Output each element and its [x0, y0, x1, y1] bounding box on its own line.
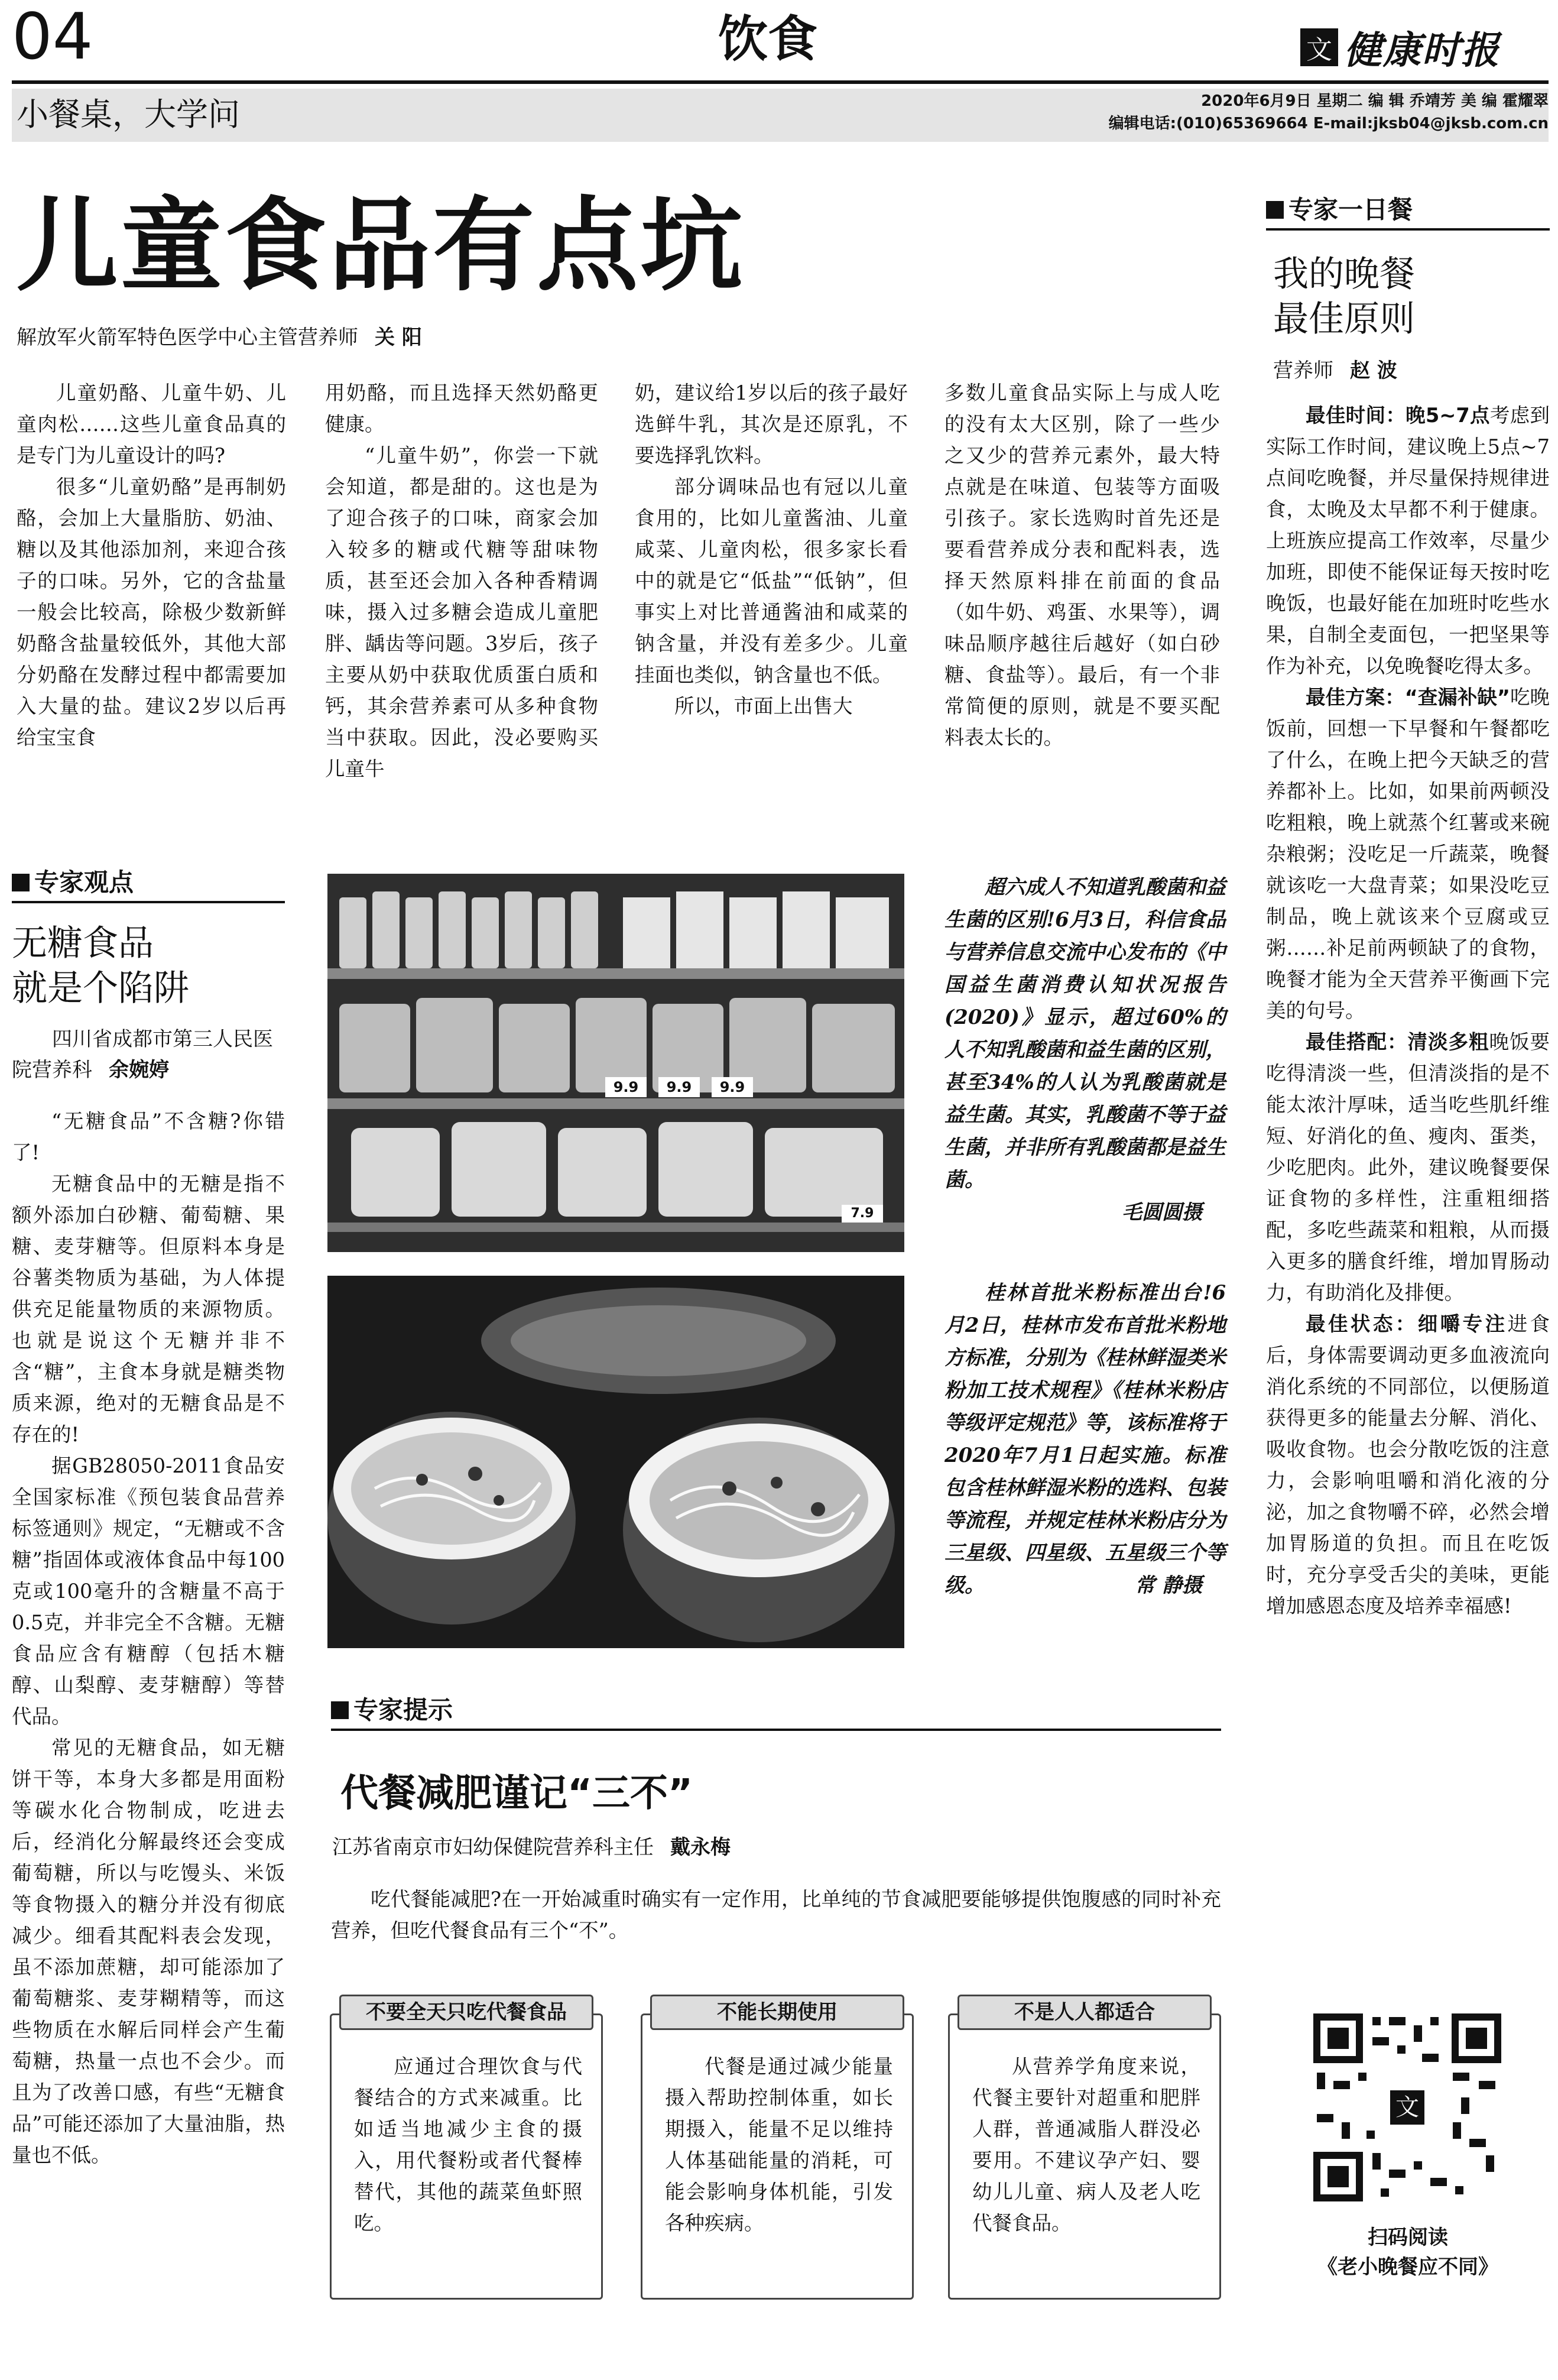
issue-contact: 编辑电话:(010)65369664 E-mail:jksb04@jksb.com.cn	[1108, 115, 1549, 132]
qr-logo-icon: 文	[1395, 2094, 1419, 2121]
tip-box-3	[948, 2013, 1221, 2300]
main-byline	[17, 324, 422, 351]
expert-day-section	[1266, 195, 1550, 1622]
expert-day-para	[1266, 1026, 1550, 1308]
expert-view-label-text: 专家观点	[34, 868, 134, 897]
expert-day-para	[1266, 1308, 1550, 1622]
tip-box-text: 代餐是通过减少能量摄入帮助控制体重，如长期摄入，能量不足以维持人体基础能量的消耗，可能会影响身体机能，引发各种疾病。	[665, 2055, 893, 2235]
expert-day-title-line: 最佳原则	[1273, 299, 1415, 340]
tip-box-label: 不能长期使用	[650, 1995, 904, 2030]
main-article-col1	[17, 377, 286, 753]
tip-box-2	[641, 2013, 914, 2300]
expert-view-para: “无糖食品”不含糖?你错了!	[12, 1110, 285, 1164]
expert-view-title	[12, 921, 285, 1011]
expert-tip-author: 戴永梅	[670, 1836, 731, 1859]
supermarket-shelf-photo	[327, 874, 904, 1252]
main-byline-org: 解放军火箭军特色医学中心主管营养师	[17, 326, 358, 349]
expert-day-text: 进食后，身体需要调动更多血液流向消化系统的不同部位，以便肠道获得更多的能量去分解、消化、吸收食物。也会分散吃饭的注意力，会影响咀嚼和消化液的分泌，加之食物嚼不碎，必然会增加胃肠道的负担。而且在吃饭时，充分享受舌尖的美味，更能增加感恩态度及培养幸福感!	[1266, 1312, 1550, 1617]
qr-caption-line: 《老小晚餐应不同》	[1317, 2255, 1498, 2279]
main-article-col3	[635, 377, 908, 722]
expert-tip-title: 代餐减肥谨记“三不”	[340, 1772, 693, 1815]
main-col1-para: 儿童奶酪、儿童牛奶、儿童肉松……这些儿童食品真的是专门为儿童设计的吗?	[17, 381, 286, 467]
expert-day-body	[1266, 400, 1550, 1622]
shelf-photo-graphic	[327, 874, 904, 1252]
expert-day-lead: 最佳状态：细嚼专注	[1306, 1312, 1508, 1335]
expert-tip-label	[331, 1695, 1221, 1725]
expert-day-lead: 最佳搭配：清淡多粗	[1306, 1030, 1489, 1053]
main-article-col2	[325, 377, 598, 784]
section-title: 饮食	[718, 10, 818, 68]
expert-day-rule	[1266, 228, 1550, 231]
main-col3-para: 奶，建议给1岁以后的孩子最好选鲜牛乳，其次是还原乳，不要选择乳饮料。	[635, 381, 908, 467]
main-col2-para: 用奶酪，而且选择天然奶酪更健康。	[325, 381, 598, 436]
tip-box-1	[330, 2013, 603, 2300]
expert-view-body	[12, 1105, 285, 2171]
expert-day-byline	[1273, 357, 1550, 384]
expert-tip-rule	[331, 1729, 1221, 1731]
expert-day-title	[1273, 252, 1550, 342]
expert-view-rule	[12, 901, 285, 903]
noodle-photo-graphic	[327, 1276, 904, 1648]
expert-day-author: 赵 波	[1350, 359, 1397, 382]
news-probiotics	[944, 871, 1226, 1229]
expert-view-org: 四川省成都市第三人民医院营养科	[12, 1027, 273, 1082]
main-col3-para: 部分调味品也有冠以儿童食用的，比如儿童酱油、儿童咸菜、儿童肉松，很多家长看中的就是它“低盐”“低钠”，但事实上对比普通酱油和咸菜的钠含量，并没有差多少。儿童挂面也类似，钠含量也不低。	[635, 475, 908, 686]
issue-info	[1005, 90, 1549, 135]
price-tag: 9.9	[666, 1079, 692, 1095]
expert-view-byline	[12, 1024, 285, 1085]
header-rule	[12, 80, 1549, 84]
expert-view-section	[12, 868, 285, 2171]
news-guilin-noodles	[944, 1277, 1226, 1602]
qr-caption-line: 扫码阅读	[1368, 2226, 1448, 2249]
square-bullet-icon	[1266, 201, 1284, 219]
square-bullet-icon	[12, 874, 30, 891]
main-article-col4	[944, 377, 1220, 753]
tip-box-label: 不是人人都适合	[957, 1995, 1212, 2030]
square-bullet-icon	[331, 1701, 349, 1719]
expert-day-role: 营养师	[1273, 359, 1333, 382]
rice-noodle-photo	[327, 1276, 904, 1648]
expert-day-label	[1266, 195, 1550, 225]
qr-code[interactable]	[1313, 2013, 1501, 2201]
masthead-logo	[1300, 20, 1500, 74]
price-tag: 9.9	[719, 1079, 745, 1095]
news-guilin-text: 桂林首批米粉标准出台!6月2日，桂林市发布首批米粉地方标准，分别为《桂林鲜湿类米粉加工技术规程》《桂林米粉店等级评定规范》等，该标准将于2020年7月1日起实施。标准包含桂林鲜湿米粉的选料、包装等流程，并规定桂林米粉店分为三星级、四星级、五星级三个等级。	[944, 1281, 1226, 1597]
expert-day-label-text: 专家一日餐	[1288, 195, 1413, 224]
tip-box-label: 不要全天只吃代餐食品	[339, 1995, 593, 2030]
expert-view-para: 常见的无糖食品，如无糖饼干等，本身大多都是用面粉等碳水化合物制成，吃进去后，经消化分解最终还会变成葡萄糖，所以与吃馒头、米饭等食物摄入的糖分并没有彻底减少。细看其配料表会发现，虽不添加蔗糖，却可能添加了葡萄糖浆、麦芽糊精等，而这些物质在水解后同样会产生葡萄糖，热量一点也不会少。而且为了改善口感，有些“无糖食品”可能还添加了大量油脂，热量也不低。	[12, 1736, 285, 2167]
main-col4-para: 多数儿童食品实际上与成人吃的没有太大区别，除了一些少之又少的营养元素外，最大特点就是在味道、包装等方面吸引孩子。家长选购时首先还是要看营养成分表和配料表，选择天然原料排在前面的食品（如牛奶、鸡蛋、水果等），调味品顺序越往后越好（如白砂糖、食盐等）。最后，有一个非常简便的原则，就是不要买配料表太长的。	[944, 381, 1220, 749]
expert-view-title-line: 无糖食品	[12, 923, 154, 964]
main-byline-author: 关 阳	[375, 326, 422, 349]
expert-tip-section	[331, 1695, 1221, 1946]
news-guilin-author: 常 静摄	[1135, 1574, 1202, 1597]
expert-day-para	[1266, 400, 1550, 682]
expert-view-para: 无糖食品中的无糖是指不额外添加白砂糖、葡萄糖、果糖、麦芽糖等。但原料本身是谷薯类物质为基础，为人体提供充足能量物质的来源物质。也就是说这个无糖并非不含“糖”，主食本身就是糖类物质来源，绝对的无糖食品是不存在的!	[12, 1172, 285, 1446]
main-col3-para: 所以，市面上出售大	[674, 695, 853, 718]
main-col1-para: 很多“儿童奶酪”是再制奶酪，会加上大量脂肪、奶油、糖以及其他添加剂，来迎合孩子的口味。另外，它的含盐量一般会比较高，除极少数新鲜奶酪含盐量较低外，其他大部分奶酪在发酵过程中都需要加入大量的盐。建议2岁以后再给宝宝食	[17, 475, 286, 749]
expert-tip-label-text: 专家提示	[353, 1695, 453, 1724]
issue-date-editors: 2020年6月9日 星期二 编 辑 乔靖芳 美 编 霍耀翠	[1201, 92, 1549, 110]
logo-text: 健康时报	[1344, 28, 1500, 73]
expert-day-text: 晚饭要吃得清淡一些，但清淡指的是不能太浓汁厚味，适当吃些肌纤维短、好消化的鱼、瘦肉、蛋类，少吃肥肉。此外，建议晚餐要保证食物的多样性，注重粗细搭配，多吃些蔬菜和粗粮，从而摄入更多的膳食纤维，增加胃肠动力，有助消化及排便。	[1266, 1030, 1550, 1304]
tip-box-text: 应通过合理饮食与代餐结合的方式来减重。比如适当地减少主食的摄入，用代餐粉或者代餐棒替代，其他的蔬菜鱼虾照吃。	[354, 2055, 582, 2235]
expert-day-para	[1266, 682, 1550, 1026]
qr-caption	[1266, 2223, 1550, 2282]
expert-view-para: 据GB28050-2011食品安全国家标准《预包装食品营养标签通则》规定，“无糖或不含糖”指固体或液体食品中每100克或100毫升的含糖量不高于0.5克，并非完全不含糖。无糖食品应含有糖醇（包括木糖醇、山梨醇、麦芽糖醇）等替代品。	[12, 1454, 285, 1728]
expert-tip-intro: 吃代餐能减肥?在一开始减重时确实有一定作用，比单纯的节食减肥要能够提供饱腹感的同时补充营养，但吃代餐食品有三个“不”。	[331, 1888, 1221, 1942]
main-col2-para: “儿童牛奶”，你尝一下就会知道，都是甜的。这也是为了迎合孩子的口味，商家会加入较多的糖或代糖等甜味物质，甚至还会加入各种香精调味，摄入过多糖会造成儿童肥胖、龋齿等问题。3岁后，孩子主要从奶中获取优质蛋白质和钙，其余营养素可从多种食物当中获取。因此，没必要购买儿童牛	[325, 444, 598, 780]
news-probiotics-author: 毛圆圆摄	[1122, 1201, 1202, 1224]
expert-day-text: 考虑到实际工作时间，建议晚上5点~7点间吃晚餐，并尽量保持规律进食，太晚及太早都不利于健康。上班族应提高工作效率，尽量少加班，即使不能保证每天按时吃晚饭，也最好能在加班时吃些水果，自制全麦面包，一把坚果等作为补充，以免晚餐吃得太多。	[1266, 404, 1550, 677]
main-headline: 儿童食品有点坑	[17, 185, 745, 305]
logo-icon: 文	[1300, 28, 1338, 66]
expert-tip-org: 江苏省南京市妇幼保健院营养科主任	[332, 1836, 654, 1859]
price-tag: 9.9	[613, 1079, 639, 1095]
expert-view-label	[12, 868, 285, 897]
tip-box-text: 从营养学角度来说，代餐主要针对超重和肥胖人群，普通减脂人群没必要用。不建议孕产妇、婴幼儿儿童、病人及老人吃代餐食品。	[972, 2055, 1200, 2235]
expert-day-title-line: 我的晚餐	[1273, 254, 1415, 295]
expert-view-title-line: 就是个陷阱	[12, 968, 189, 1009]
expert-tip-byline	[332, 1834, 1221, 1861]
slogan: 小餐桌，大学问	[17, 96, 240, 133]
expert-view-author: 余婉婷	[109, 1058, 169, 1082]
expert-day-lead: 最佳时间：晚5~7点	[1306, 404, 1490, 427]
expert-day-lead: 最佳方案：“查漏补缺”	[1306, 686, 1510, 709]
price-tag: 7.9	[851, 1206, 874, 1221]
news-probiotics-text: 超六成人不知道乳酸菌和益生菌的区别!6月3日，科信食品与营养信息交流中心发布的《中国益生菌消费认知状况报告(2020)》显示，超过60%的人不知乳酸菌和益生菌的区别，甚至34%的人认为乳酸菌就是益生菌。其实，乳酸菌不等于益生菌，并非所有乳酸菌都是益生菌。	[944, 876, 1226, 1192]
page-number: 04	[12, 0, 93, 74]
expert-day-text: 吃晚饭前，回想一下早餐和午餐都吃了什么，在晚上把今天缺乏的营养都补上。比如，如果前两顿没吃粗粮，晚上就蒸个红薯或来碗杂粮粥；没吃足一斤蔬菜，晚餐就该吃一大盘青菜；如果没吃豆制品，晚上就该来个豆腐或豆粥……补足前两顿缺了的食物，晚餐才能为全天营养平衡画下完美的句号。	[1266, 686, 1550, 1022]
